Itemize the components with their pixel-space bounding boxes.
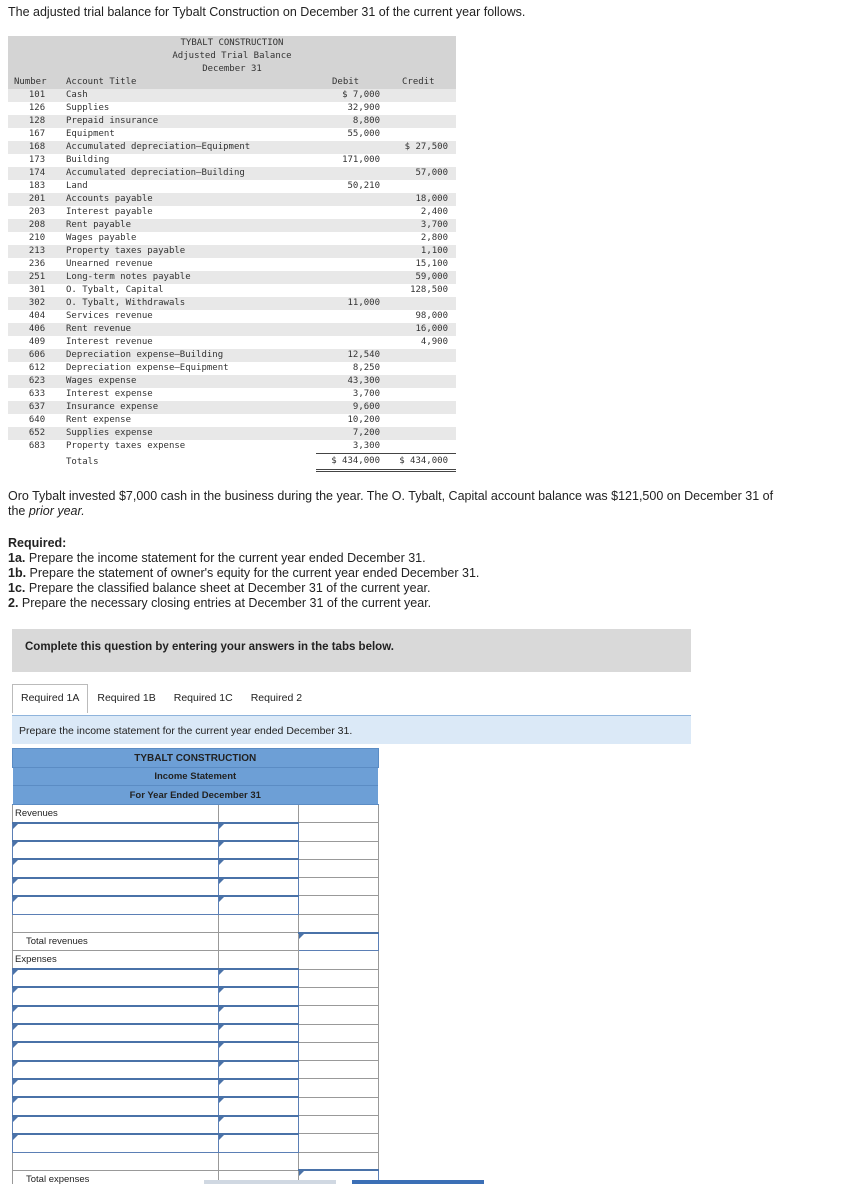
- amount-input[interactable]: [219, 841, 299, 859]
- tb-cell-debit: [316, 193, 386, 206]
- is-cell: [298, 1079, 378, 1097]
- tb-cell-title: Accounts payable: [66, 193, 316, 206]
- expenses-heading-label: Expenses: [13, 951, 219, 969]
- is-company: TYBALT CONSTRUCTION: [13, 749, 379, 768]
- required-item: [8, 596, 808, 611]
- tb-cell-debit: [316, 258, 386, 271]
- is-cell: [298, 914, 378, 932]
- tb-cell-title: Equipment: [66, 129, 115, 139]
- amount-input[interactable]: [219, 1006, 299, 1024]
- tb-cell-credit: [386, 128, 456, 141]
- tb-cell-num: 101: [8, 89, 66, 102]
- tb-cell-credit: [386, 440, 456, 454]
- tb-cell-num: 174: [8, 167, 66, 180]
- is-cell: [298, 859, 378, 877]
- tb-cell-debit: $ 7,000: [316, 89, 386, 102]
- account-select[interactable]: [13, 1042, 219, 1060]
- tb-cell-title: Rent revenue: [66, 323, 316, 336]
- tb-cell-title: Accumulated depreciation—Equipment: [66, 141, 316, 154]
- tb-row: [8, 141, 456, 154]
- tb-cell-num: 606: [8, 349, 66, 362]
- amount-input[interactable]: [219, 1061, 299, 1079]
- tb-row: [8, 271, 456, 284]
- tb-col-number: Number: [14, 77, 47, 87]
- tb-cell-num: 126: [28, 103, 46, 113]
- tb-cell-title: O. Tybalt, Capital: [66, 285, 164, 295]
- tab-required-2[interactable]: Required 2: [242, 684, 311, 713]
- tb-cell-num: 167: [28, 129, 46, 139]
- tb-cell-credit: $ 27,500: [386, 141, 456, 154]
- tb-cell-title: Unearned revenue: [66, 259, 153, 269]
- account-select[interactable]: [13, 1116, 219, 1134]
- tb-cell-num: 213: [8, 245, 66, 258]
- tb-row: [8, 180, 456, 193]
- tb-cell-num: 406: [8, 323, 66, 336]
- tb-cell-credit: [386, 180, 456, 193]
- tb-cell-credit: [386, 154, 456, 167]
- is-cell: [298, 878, 378, 896]
- tb-row: [8, 284, 456, 297]
- tb-cell-debit: 32,900: [347, 103, 380, 113]
- context-text: Oro Tybalt invested $7,000 cash in the business during the year. The O. Tybalt, Capital account balance was $121,500 on December 31 of the: [8, 489, 774, 518]
- trial-balance: [8, 36, 456, 472]
- spacer-row: [13, 914, 379, 932]
- is-cell: [298, 805, 378, 823]
- is-cell: [298, 1116, 378, 1134]
- required-item-tag: 1c.: [8, 581, 26, 595]
- tb-total-credit: $ 434,000: [386, 454, 456, 471]
- expense-row: [13, 1097, 379, 1115]
- is-cell: [219, 914, 299, 932]
- amount-input[interactable]: [219, 823, 299, 841]
- account-select[interactable]: [13, 1097, 219, 1115]
- tb-cell-num: 404: [28, 311, 46, 321]
- amount-input[interactable]: [219, 859, 299, 877]
- tb-cell-credit: [386, 414, 456, 427]
- tb-cell-title: Depreciation expense—Equipment: [66, 363, 229, 373]
- tab-required-1a[interactable]: Required 1A: [12, 684, 88, 713]
- tb-row: [8, 427, 456, 440]
- tb-title: Adjusted Trial Balance: [172, 51, 292, 61]
- tb-cell-title: Land: [66, 181, 88, 191]
- revenue-row: [13, 878, 379, 896]
- context-paragraph: [8, 489, 778, 519]
- tb-cell-credit: 4,900: [420, 337, 448, 347]
- tb-cell-title: O. Tybalt, Withdrawals: [66, 297, 316, 310]
- expenses-heading: [13, 951, 379, 969]
- total-revenues: [13, 933, 379, 951]
- tb-cell-credit: 15,100: [415, 259, 448, 269]
- tb-row: [8, 375, 456, 388]
- required-item: [8, 581, 808, 596]
- intro-text: The adjusted trial balance for Tybalt Construction on December 31 of the current year follows.: [8, 5, 526, 19]
- expense-row: [13, 1079, 379, 1097]
- tb-cell-num: 623: [8, 375, 66, 388]
- revenue-row: [13, 841, 379, 859]
- tb-cell-title: Building: [66, 155, 110, 165]
- total-revenues-label: Total revenues: [13, 933, 219, 951]
- tb-cell-num: 236: [28, 259, 46, 269]
- tb-cell-num: 683: [28, 441, 46, 452]
- account-select[interactable]: [13, 1006, 219, 1024]
- tb-cell-debit: 8,250: [352, 363, 380, 373]
- tb-row: [8, 349, 456, 362]
- account-select[interactable]: [13, 987, 219, 1005]
- tb-cell-credit: 18,000: [386, 193, 456, 206]
- account-select[interactable]: [13, 1061, 219, 1079]
- tb-cell-num: 128: [8, 115, 66, 128]
- tb-cell-title: Wages expense: [66, 375, 316, 388]
- tb-row: [8, 258, 456, 271]
- required-item-tag: 2.: [8, 596, 19, 610]
- tb-cell-credit: 128,500: [410, 285, 448, 295]
- tb-col-credit: Credit: [402, 77, 435, 87]
- tb-cell-num: 168: [8, 141, 66, 154]
- is-cell: [298, 987, 378, 1005]
- tb-cell-debit: [316, 323, 386, 336]
- account-select[interactable]: [13, 1134, 219, 1152]
- tb-company: TYBALT CONSTRUCTION: [180, 38, 284, 48]
- is-cell: [298, 896, 378, 914]
- required-item-tag: 1b.: [8, 566, 27, 580]
- tb-cell-credit: [386, 362, 456, 375]
- revenue-row: [13, 896, 379, 914]
- tb-cell-credit: 57,000: [386, 167, 456, 180]
- tb-cell-title: Insurance expense: [66, 401, 316, 414]
- is-cell: [298, 969, 378, 987]
- is-cell: [298, 951, 378, 969]
- required-item-text: Prepare the necessary closing entries at December 31 of the current year.: [18, 596, 432, 610]
- tb-row: [8, 154, 456, 167]
- tb-cell-num: 652: [8, 427, 66, 440]
- account-select[interactable]: [13, 1024, 219, 1042]
- tb-cell-num: 210: [28, 233, 46, 243]
- tb-cell-debit: 3,700: [352, 389, 380, 399]
- tb-row: [8, 115, 456, 128]
- tb-cell-debit: [316, 336, 386, 349]
- tb-row: [8, 401, 456, 414]
- required-item-text: Prepare the statement of owner's equity for the current year ended December 31.: [26, 566, 480, 580]
- revenues-heading-label: Revenues: [13, 805, 219, 823]
- is-title: Income Statement: [13, 768, 379, 786]
- is-cell: [298, 1042, 378, 1060]
- tb-cell-num: 637: [8, 401, 66, 414]
- required-item-text: Prepare the income statement for the current year ended December 31.: [25, 551, 426, 565]
- tb-cell-debit: [316, 245, 386, 258]
- instructions-banner: Complete this question by entering your answers in the tabs below.: [12, 629, 691, 672]
- tb-row: [8, 232, 456, 245]
- tb-row: [8, 388, 456, 401]
- is-cell: [298, 1134, 378, 1152]
- tb-cell-credit: 16,000: [386, 323, 456, 336]
- is-cell: [298, 1097, 378, 1115]
- tb-cell-title: Rent expense: [66, 415, 132, 425]
- tb-cell-debit: 171,000: [342, 155, 380, 165]
- amount-input[interactable]: [219, 1097, 299, 1115]
- tb-row: [8, 323, 456, 336]
- tb-cell-debit: [316, 271, 386, 284]
- expense-row: [13, 987, 379, 1005]
- tb-cell-title: Long-term notes payable: [66, 271, 316, 284]
- tb-total-debit: $ 434,000: [316, 454, 386, 471]
- is-cell: [298, 1152, 378, 1170]
- tab-required-1c[interactable]: Required 1C: [165, 684, 242, 713]
- tb-cell-debit: 11,000: [316, 297, 386, 310]
- expense-row: [13, 1024, 379, 1042]
- tb-cell-title: Supplies expense: [66, 427, 316, 440]
- is-cell: [298, 1024, 378, 1042]
- revenue-row: [13, 823, 379, 841]
- tb-cell-num: 251: [8, 271, 66, 284]
- tb-cell-debit: 43,300: [316, 375, 386, 388]
- amount-input[interactable]: [219, 1024, 299, 1042]
- tb-cell-num: 201: [8, 193, 66, 206]
- tb-cell-num: 640: [28, 415, 46, 425]
- amount-input[interactable]: [219, 896, 299, 914]
- tb-cell-credit: [386, 115, 456, 128]
- required-item-tag: 1a.: [8, 551, 26, 565]
- tb-cell-debit: [316, 167, 386, 180]
- tb-cell-credit: 2,800: [420, 233, 448, 243]
- expense-row: [13, 1061, 379, 1079]
- tb-cell-title: Rent payable: [66, 219, 316, 232]
- tb-cell-title: Interest expense: [66, 389, 153, 399]
- account-select[interactable]: [13, 969, 219, 987]
- tb-cell-credit: [386, 427, 456, 440]
- tb-cell-title: Property taxes expense: [66, 441, 186, 452]
- tb-cell-debit: 10,200: [347, 415, 380, 425]
- tb-cell-debit: 3,300: [352, 441, 380, 451]
- tb-cell-credit: [386, 388, 456, 401]
- expense-row: [13, 969, 379, 987]
- tb-cell-debit: 7,200: [316, 427, 386, 440]
- account-select[interactable]: [13, 859, 219, 877]
- tb-cell-credit: 3,700: [386, 219, 456, 232]
- is-cell: [13, 914, 219, 932]
- expense-row: [13, 1116, 379, 1134]
- tb-cell-credit: [386, 89, 456, 102]
- tb-col-title: Account Title: [66, 77, 137, 87]
- is-cell: [298, 1061, 378, 1079]
- tb-cell-num: 302: [8, 297, 66, 310]
- is-period: For Year Ended December 31: [13, 786, 379, 805]
- is-cell: [298, 1006, 378, 1024]
- tb-total-num: [8, 454, 66, 471]
- tb-cell-num: 301: [28, 285, 46, 295]
- tb-cell-debit: [316, 219, 386, 232]
- expense-row: [13, 1042, 379, 1060]
- tb-cell-title: Interest payable: [66, 207, 153, 217]
- is-cell: [219, 933, 299, 951]
- tb-table: [8, 89, 456, 472]
- tb-cell-debit: 8,800: [316, 115, 386, 128]
- tb-cell-credit: 59,000: [386, 271, 456, 284]
- tb-row: [8, 167, 456, 180]
- account-select[interactable]: [13, 1079, 219, 1097]
- account-select[interactable]: [13, 896, 219, 914]
- tb-cell-title: Interest revenue: [66, 337, 153, 347]
- tb-cell-credit: [386, 401, 456, 414]
- tb-row: [8, 102, 456, 115]
- amount-input[interactable]: [219, 1134, 299, 1152]
- total-revenues-input[interactable]: [298, 933, 378, 951]
- is-cell: [13, 1152, 219, 1170]
- total-expenses-label: Total expenses: [13, 1170, 219, 1184]
- is-cell: [219, 951, 299, 969]
- tb-cell-debit: [316, 232, 386, 245]
- account-select[interactable]: [13, 878, 219, 896]
- scroll-indicator-right: [352, 1180, 484, 1184]
- scroll-indicator-left: [204, 1180, 336, 1184]
- tb-cell-debit: [316, 141, 386, 154]
- tb-cell-credit: [386, 102, 456, 115]
- tb-cell-num: 633: [28, 389, 46, 399]
- tb-cell-debit: 50,210: [347, 181, 380, 191]
- tb-total-title: Totals: [66, 456, 99, 467]
- expense-row: [13, 1134, 379, 1152]
- tb-cell-title: Property taxes payable: [66, 245, 316, 258]
- tb-cell-credit: [386, 375, 456, 388]
- tb-cell-num: 612: [28, 363, 46, 373]
- required-item: [8, 566, 808, 581]
- tb-cell-debit: 55,000: [347, 129, 380, 139]
- required-item: [8, 551, 808, 566]
- tb-totals-row: [8, 454, 456, 471]
- expense-row: [13, 1006, 379, 1024]
- tb-row: [8, 414, 456, 427]
- tb-row: [8, 219, 456, 232]
- tb-cell-credit: 1,100: [386, 245, 456, 258]
- tb-row: [8, 310, 456, 323]
- tb-row: [8, 193, 456, 206]
- tb-cell-debit: [316, 284, 386, 297]
- tb-cell-debit: [316, 310, 386, 323]
- tb-cell-title: Supplies: [66, 103, 110, 113]
- revenues-heading: [13, 805, 379, 823]
- tb-cell-num: 203: [28, 207, 46, 217]
- tb-col-debit: Debit: [332, 77, 360, 87]
- tb-row: [8, 206, 456, 219]
- tb-cell-debit: 9,600: [316, 401, 386, 414]
- tb-cell-title: Depreciation expense—Building: [66, 349, 316, 362]
- tb-cell-title: Services revenue: [66, 311, 153, 321]
- tb-cell-credit: [386, 297, 456, 310]
- is-cell: [298, 823, 378, 841]
- amount-input[interactable]: [219, 878, 299, 896]
- amount-input[interactable]: [219, 1116, 299, 1134]
- tb-cell-num: 183: [28, 181, 46, 191]
- amount-input[interactable]: [219, 987, 299, 1005]
- income-statement-table: [12, 748, 379, 1184]
- tb-row: [8, 362, 456, 375]
- required-section: [8, 536, 808, 611]
- tb-cell-credit: [386, 349, 456, 362]
- tb-cell-num: 208: [8, 219, 66, 232]
- is-cell: [219, 805, 299, 823]
- revenue-row: [13, 859, 379, 877]
- tab-required-1b[interactable]: Required 1B: [88, 684, 164, 713]
- tb-cell-credit: 2,400: [420, 207, 448, 217]
- tb-cell-credit: 98,000: [415, 311, 448, 321]
- account-select[interactable]: [13, 841, 219, 859]
- amount-input[interactable]: [219, 1079, 299, 1097]
- context-italic: prior year.: [28, 504, 85, 518]
- tb-date: December 31: [202, 64, 262, 74]
- tab-instruction: Prepare the income statement for the current year ended December 31.: [12, 715, 691, 744]
- tb-row: [8, 128, 456, 141]
- tb-row: [8, 440, 456, 454]
- account-select[interactable]: [13, 823, 219, 841]
- tb-cell-title: Accumulated depreciation—Building: [66, 167, 316, 180]
- tb-row: [8, 336, 456, 349]
- required-heading: Required:: [8, 536, 67, 550]
- tb-cell-debit: [316, 206, 386, 219]
- tb-cell-debit: 12,540: [316, 349, 386, 362]
- spacer-row: [13, 1152, 379, 1170]
- amount-input[interactable]: [219, 1042, 299, 1060]
- is-cell: [219, 1152, 299, 1170]
- is-cell: [298, 841, 378, 859]
- tb-row: [8, 245, 456, 258]
- amount-input[interactable]: [219, 969, 299, 987]
- required-item-text: Prepare the classified balance sheet at December 31 of the current year.: [25, 581, 431, 595]
- tab-bar: [12, 684, 311, 713]
- tb-cell-title: Cash: [66, 89, 316, 102]
- tb-row: [8, 297, 456, 310]
- tb-cell-num: 409: [28, 337, 46, 347]
- tb-cell-title: Prepaid insurance: [66, 115, 316, 128]
- tb-row: [8, 89, 456, 102]
- tb-cell-title: Wages payable: [66, 233, 137, 243]
- tb-cell-num: 173: [28, 155, 46, 165]
